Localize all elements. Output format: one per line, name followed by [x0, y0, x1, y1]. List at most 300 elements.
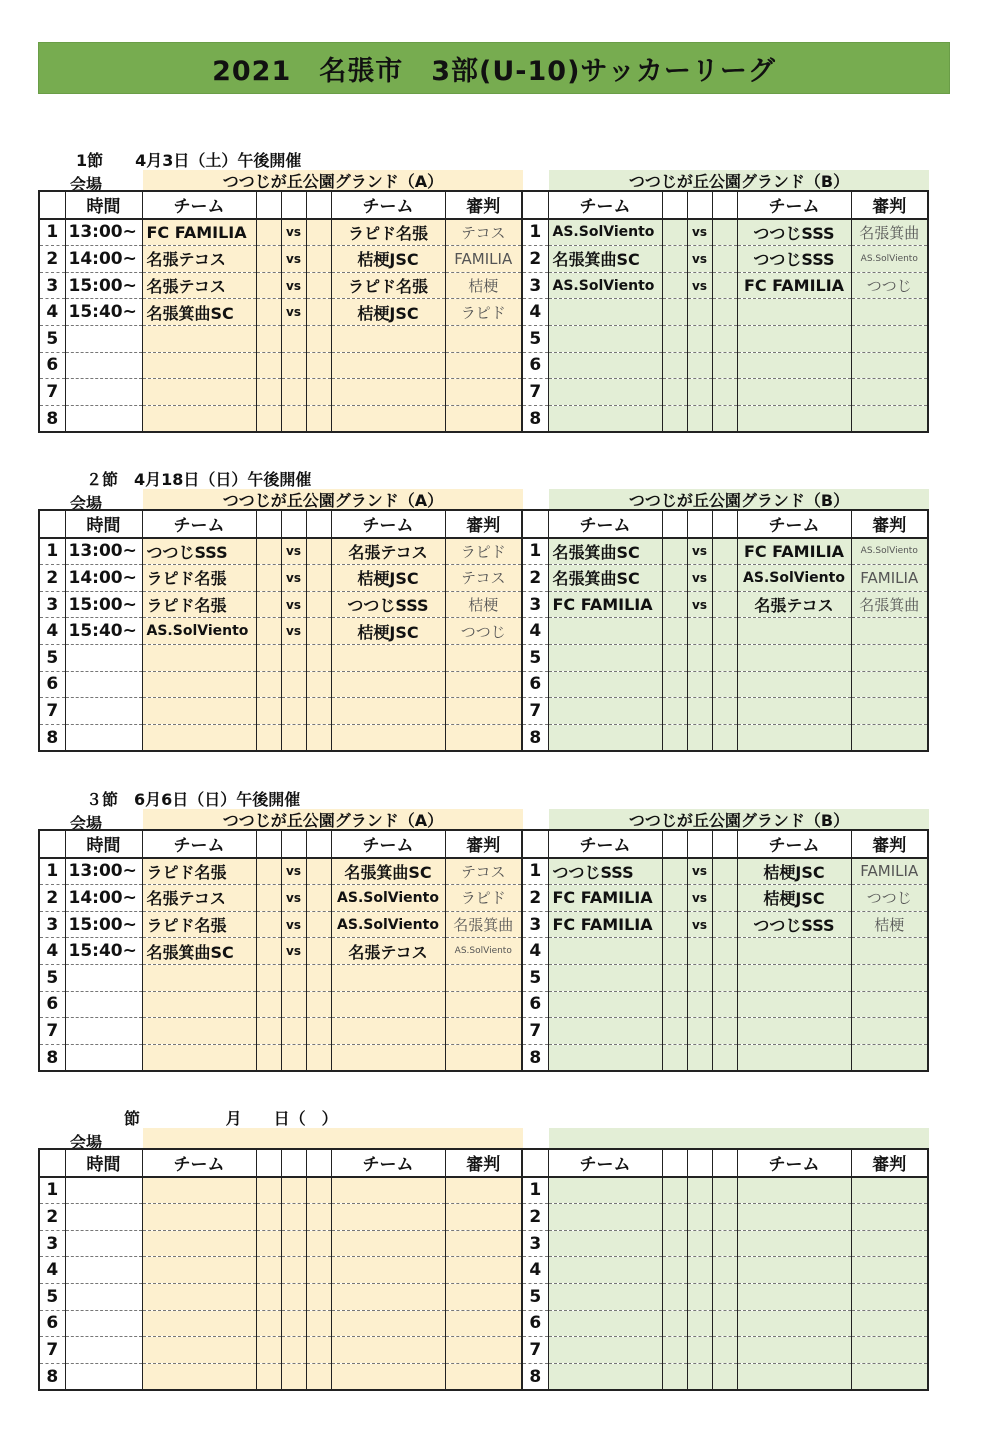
- blank-header: [306, 830, 331, 858]
- matchday-section: [0, 467, 987, 767]
- blank-header: [281, 1149, 306, 1177]
- home-team-a: 名張テコス: [142, 885, 256, 912]
- referee-b: AS.SolViento: [851, 538, 928, 565]
- kickoff-time: [65, 1257, 142, 1284]
- home-team-a: [142, 671, 256, 698]
- home-team-a: [142, 991, 256, 1018]
- home-team-b: [548, 1310, 662, 1337]
- vs-label: [687, 1363, 712, 1390]
- away-team-a: [331, 1230, 445, 1257]
- score-cell: [712, 618, 737, 645]
- table-row: [39, 964, 928, 991]
- home-team-b: FC FAMILIA: [548, 911, 662, 938]
- referee-a: テコス: [445, 565, 522, 592]
- score-cell: [256, 1044, 281, 1071]
- match-number: 8: [522, 405, 548, 432]
- home-team-a: [142, 698, 256, 725]
- home-team-a: 名張箕曲SC: [142, 299, 256, 326]
- home-team-a: AS.SolViento: [142, 618, 256, 645]
- matchday-section: [0, 787, 987, 1087]
- away-team-a: [331, 379, 445, 406]
- blank-header: [306, 1149, 331, 1177]
- score-cell: [662, 991, 687, 1018]
- score-cell: [256, 1204, 281, 1231]
- away-team-b: [737, 1363, 851, 1390]
- vs-label: [687, 938, 712, 965]
- away-team-a: 桔梗JSC: [331, 618, 445, 645]
- score-cell: [306, 538, 331, 565]
- venue-b-name: つつじが丘公園グランド（B）: [549, 170, 929, 190]
- team-header: チーム: [548, 830, 662, 858]
- score-cell: [662, 698, 687, 725]
- home-team-b: [548, 379, 662, 406]
- score-cell: [662, 1204, 687, 1231]
- referee-a: [445, 379, 522, 406]
- match-number: 5: [522, 325, 548, 352]
- table-row: [39, 724, 928, 751]
- referee-b: [851, 1337, 928, 1364]
- home-team-a: [142, 1363, 256, 1390]
- referee-a: テコス: [445, 858, 522, 885]
- home-team-b: FC FAMILIA: [548, 591, 662, 618]
- home-team-a: [142, 352, 256, 379]
- score-cell: [712, 698, 737, 725]
- home-team-b: [548, 964, 662, 991]
- score-cell: [256, 1337, 281, 1364]
- referee-b: 桔梗: [851, 911, 928, 938]
- kickoff-time: [65, 991, 142, 1018]
- away-team-a: 桔梗JSC: [331, 246, 445, 273]
- table-row: [39, 1363, 928, 1390]
- team-header: チーム: [331, 1149, 445, 1177]
- score-cell: [306, 379, 331, 406]
- score-cell: [712, 1310, 737, 1337]
- kickoff-time: [65, 644, 142, 671]
- time-header: 時間: [65, 1149, 142, 1177]
- match-number: 7: [522, 698, 548, 725]
- vs-label: vs: [281, 538, 306, 565]
- away-team-a: [331, 964, 445, 991]
- score-cell: [662, 938, 687, 965]
- away-team-a: 名張テコス: [331, 938, 445, 965]
- score-cell: [306, 352, 331, 379]
- referee-header: 審判: [851, 191, 928, 219]
- score-cell: [256, 698, 281, 725]
- referee-b: [851, 1283, 928, 1310]
- score-cell: [712, 246, 737, 273]
- table-row: [39, 352, 928, 379]
- referee-a: [445, 1018, 522, 1045]
- matchday-heading: ３節 6月6日（日）午後開催: [86, 790, 301, 809]
- vs-label: [281, 1204, 306, 1231]
- score-cell: [256, 272, 281, 299]
- blank-header: [662, 1149, 687, 1177]
- kickoff-time: 15:00~: [65, 272, 142, 299]
- row-number-header: [39, 191, 65, 219]
- table-header-row: [39, 191, 928, 219]
- blank-header: [687, 830, 712, 858]
- home-team-b: [548, 325, 662, 352]
- kickoff-time: [65, 1044, 142, 1071]
- referee-b: つつじ: [851, 885, 928, 912]
- vs-label: [281, 1018, 306, 1045]
- home-team-a: 名張箕曲SC: [142, 938, 256, 965]
- home-team-b: [548, 1018, 662, 1045]
- match-number: 2: [522, 246, 548, 273]
- score-cell: [712, 1283, 737, 1310]
- score-cell: [256, 724, 281, 751]
- vs-label: [687, 1310, 712, 1337]
- score-cell: [256, 1310, 281, 1337]
- match-number: 1: [39, 538, 65, 565]
- row-number-header: [39, 830, 65, 858]
- table-header-row: [39, 830, 928, 858]
- table-row: [39, 938, 928, 965]
- match-number: 1: [522, 538, 548, 565]
- score-cell: [306, 1044, 331, 1071]
- match-number: 3: [522, 591, 548, 618]
- team-header: チーム: [331, 510, 445, 538]
- match-number: 8: [522, 724, 548, 751]
- away-team-b: [737, 1257, 851, 1284]
- referee-b: FAMILIA: [851, 858, 928, 885]
- home-team-a: [142, 1204, 256, 1231]
- score-cell: [712, 591, 737, 618]
- match-number: 4: [522, 299, 548, 326]
- away-team-b: [737, 938, 851, 965]
- score-cell: [662, 1044, 687, 1071]
- referee-a: [445, 1310, 522, 1337]
- vs-label: vs: [281, 246, 306, 273]
- table-row: [39, 671, 928, 698]
- referee-b: [851, 724, 928, 751]
- referee-b: [851, 1257, 928, 1284]
- score-cell: [256, 644, 281, 671]
- kickoff-time: [65, 405, 142, 432]
- blank-header: [281, 510, 306, 538]
- score-cell: [306, 565, 331, 592]
- match-number: 8: [39, 724, 65, 751]
- score-cell: [712, 1337, 737, 1364]
- vs-label: vs: [281, 858, 306, 885]
- blank-header: [712, 1149, 737, 1177]
- home-team-a: ラピド名張: [142, 858, 256, 885]
- table-row: [39, 1283, 928, 1310]
- away-team-b: 桔梗JSC: [737, 858, 851, 885]
- match-number: 1: [39, 219, 65, 246]
- referee-a: [445, 325, 522, 352]
- score-cell: [256, 538, 281, 565]
- away-team-a: [331, 1018, 445, 1045]
- score-cell: [306, 1310, 331, 1337]
- score-cell: [306, 885, 331, 912]
- table-header-row: [39, 510, 928, 538]
- vs-label: vs: [687, 246, 712, 273]
- vs-label: [281, 352, 306, 379]
- score-cell: [662, 299, 687, 326]
- score-cell: [712, 272, 737, 299]
- score-cell: [306, 1257, 331, 1284]
- match-number: 1: [522, 219, 548, 246]
- table-header-row: [39, 1149, 928, 1177]
- score-cell: [662, 724, 687, 751]
- team-header: チーム: [142, 510, 256, 538]
- score-cell: [712, 1177, 737, 1204]
- score-cell: [712, 1230, 737, 1257]
- venue-a-name: つつじが丘公園グランド（A）: [143, 809, 523, 829]
- home-team-b: [548, 1337, 662, 1364]
- referee-a: 桔梗: [445, 272, 522, 299]
- score-cell: [256, 964, 281, 991]
- vs-label: [687, 299, 712, 326]
- match-number: 1: [39, 1177, 65, 1204]
- home-team-b: FC FAMILIA: [548, 885, 662, 912]
- match-number: 1: [522, 858, 548, 885]
- vs-label: vs: [281, 299, 306, 326]
- score-cell: [712, 565, 737, 592]
- vs-label: vs: [687, 272, 712, 299]
- away-team-a: [331, 698, 445, 725]
- matchday-heading: 1節 4月3日（土）午後開催: [76, 151, 302, 170]
- away-team-a: [331, 644, 445, 671]
- home-team-a: 名張テコス: [142, 272, 256, 299]
- vs-label: [687, 1337, 712, 1364]
- away-team-b: FC FAMILIA: [737, 538, 851, 565]
- match-number: 6: [39, 1310, 65, 1337]
- vs-label: vs: [687, 911, 712, 938]
- kickoff-time: [65, 1310, 142, 1337]
- table-row: [39, 1204, 928, 1231]
- home-team-b: AS.SolViento: [548, 272, 662, 299]
- score-cell: [662, 379, 687, 406]
- score-cell: [306, 299, 331, 326]
- home-team-b: [548, 991, 662, 1018]
- away-team-b: [737, 1283, 851, 1310]
- home-team-a: [142, 964, 256, 991]
- schedule-table: [38, 190, 929, 433]
- vs-label: [281, 671, 306, 698]
- match-number: 2: [39, 885, 65, 912]
- blank-header: [256, 191, 281, 219]
- table-row: [39, 991, 928, 1018]
- match-number: 2: [522, 885, 548, 912]
- table-row: [39, 405, 928, 432]
- score-cell: [306, 724, 331, 751]
- home-team-b: [548, 671, 662, 698]
- match-number: 2: [522, 565, 548, 592]
- referee-b: AS.SolViento: [851, 246, 928, 273]
- away-team-a: AS.SolViento: [331, 911, 445, 938]
- home-team-b: [548, 1230, 662, 1257]
- referee-a: [445, 671, 522, 698]
- score-cell: [712, 538, 737, 565]
- vs-label: [281, 644, 306, 671]
- score-cell: [712, 379, 737, 406]
- kickoff-time: 14:00~: [65, 885, 142, 912]
- home-team-b: [548, 618, 662, 645]
- score-cell: [662, 911, 687, 938]
- match-number: 8: [522, 1044, 548, 1071]
- away-team-b: [737, 1230, 851, 1257]
- referee-a: ラピド: [445, 299, 522, 326]
- table-row: [39, 272, 928, 299]
- kickoff-time: [65, 1363, 142, 1390]
- table-row: [39, 618, 928, 645]
- matchday-heading: 節 月 日（ ）: [92, 1109, 338, 1128]
- match-number: 5: [39, 1283, 65, 1310]
- score-cell: [712, 724, 737, 751]
- match-number: 8: [39, 1044, 65, 1071]
- referee-a: 名張箕曲: [445, 911, 522, 938]
- vs-label: [281, 1177, 306, 1204]
- score-cell: [306, 1018, 331, 1045]
- match-number: 8: [522, 1363, 548, 1390]
- match-number: 1: [39, 858, 65, 885]
- team-header: チーム: [548, 1149, 662, 1177]
- score-cell: [306, 1177, 331, 1204]
- score-cell: [712, 644, 737, 671]
- referee-a: [445, 1177, 522, 1204]
- away-team-a: [331, 1337, 445, 1364]
- home-team-a: 名張テコス: [142, 246, 256, 273]
- referee-a: [445, 1337, 522, 1364]
- score-cell: [306, 698, 331, 725]
- vs-label: vs: [687, 591, 712, 618]
- vs-label: [281, 1363, 306, 1390]
- kickoff-time: 13:00~: [65, 538, 142, 565]
- match-number: 7: [39, 698, 65, 725]
- home-team-b: AS.SolViento: [548, 219, 662, 246]
- referee-a: [445, 698, 522, 725]
- kickoff-time: [65, 698, 142, 725]
- away-team-b: 名張テコス: [737, 591, 851, 618]
- score-cell: [712, 1018, 737, 1045]
- match-number: 7: [522, 379, 548, 406]
- referee-a: 桔梗: [445, 591, 522, 618]
- referee-a: ラピド: [445, 538, 522, 565]
- kickoff-time: [65, 1018, 142, 1045]
- home-team-b: 名張箕曲SC: [548, 565, 662, 592]
- kickoff-time: [65, 1283, 142, 1310]
- home-team-b: [548, 1257, 662, 1284]
- score-cell: [256, 1363, 281, 1390]
- away-team-a: [331, 1204, 445, 1231]
- score-cell: [712, 1257, 737, 1284]
- referee-b: [851, 698, 928, 725]
- team-header: チーム: [548, 510, 662, 538]
- vs-label: [687, 724, 712, 751]
- score-cell: [662, 272, 687, 299]
- matchday-section: [0, 148, 987, 448]
- score-cell: [256, 1177, 281, 1204]
- match-number: 7: [39, 1018, 65, 1045]
- vs-label: [687, 1283, 712, 1310]
- referee-header: 審判: [851, 510, 928, 538]
- table-row: [39, 538, 928, 565]
- kickoff-time: 13:00~: [65, 858, 142, 885]
- vs-label: [281, 325, 306, 352]
- page-title: 2021 名張市 3部(U-10)サッカーリーグ: [38, 42, 950, 94]
- kickoff-time: 13:00~: [65, 219, 142, 246]
- away-team-a: AS.SolViento: [331, 885, 445, 912]
- referee-b: [851, 671, 928, 698]
- match-number: 6: [522, 352, 548, 379]
- blank-header: [281, 830, 306, 858]
- table-row: [39, 698, 928, 725]
- venue-a-name: [143, 1128, 523, 1148]
- match-number: 2: [39, 246, 65, 273]
- match-number: 7: [39, 379, 65, 406]
- away-team-b: [737, 1204, 851, 1231]
- away-team-a: 桔梗JSC: [331, 565, 445, 592]
- referee-b: [851, 938, 928, 965]
- score-cell: [256, 325, 281, 352]
- referee-b: 名張箕曲: [851, 219, 928, 246]
- score-cell: [662, 1283, 687, 1310]
- vs-label: [687, 1018, 712, 1045]
- match-number: 6: [39, 671, 65, 698]
- home-team-a: [142, 1257, 256, 1284]
- vs-label: vs: [281, 565, 306, 592]
- vs-label: vs: [281, 885, 306, 912]
- score-cell: [712, 671, 737, 698]
- score-cell: [306, 1204, 331, 1231]
- match-number: 3: [522, 272, 548, 299]
- team-header: チーム: [737, 830, 851, 858]
- time-header: 時間: [65, 191, 142, 219]
- row-number-header: [522, 1149, 548, 1177]
- match-number: 4: [39, 1257, 65, 1284]
- away-team-a: 名張テコス: [331, 538, 445, 565]
- kickoff-time: 15:40~: [65, 299, 142, 326]
- away-team-a: 名張箕曲SC: [331, 858, 445, 885]
- vs-label: [281, 724, 306, 751]
- kickoff-time: 15:40~: [65, 938, 142, 965]
- kickoff-time: [65, 352, 142, 379]
- vs-label: [687, 379, 712, 406]
- home-team-b: 名張箕曲SC: [548, 246, 662, 273]
- vs-label: vs: [281, 591, 306, 618]
- referee-a: [445, 724, 522, 751]
- home-team-b: [548, 938, 662, 965]
- referee-b: [851, 1044, 928, 1071]
- match-number: 6: [522, 991, 548, 1018]
- match-number: 6: [522, 1310, 548, 1337]
- table-row: [39, 565, 928, 592]
- vs-label: vs: [687, 565, 712, 592]
- home-team-a: ラピド名張: [142, 565, 256, 592]
- table-row: [39, 246, 928, 273]
- referee-a: [445, 991, 522, 1018]
- kickoff-time: [65, 1337, 142, 1364]
- vs-label: vs: [281, 618, 306, 645]
- row-number-header: [39, 1149, 65, 1177]
- match-number: 4: [522, 1257, 548, 1284]
- venue-label: 会場: [70, 175, 103, 194]
- score-cell: [306, 1283, 331, 1310]
- kickoff-time: [65, 1177, 142, 1204]
- blank-header: [662, 191, 687, 219]
- match-number: 4: [39, 618, 65, 645]
- blank-header: [256, 510, 281, 538]
- match-number: 3: [39, 911, 65, 938]
- away-team-b: [737, 1177, 851, 1204]
- away-team-b: [737, 1310, 851, 1337]
- vs-label: vs: [687, 885, 712, 912]
- score-cell: [712, 352, 737, 379]
- score-cell: [256, 1257, 281, 1284]
- home-team-b: つつじSSS: [548, 858, 662, 885]
